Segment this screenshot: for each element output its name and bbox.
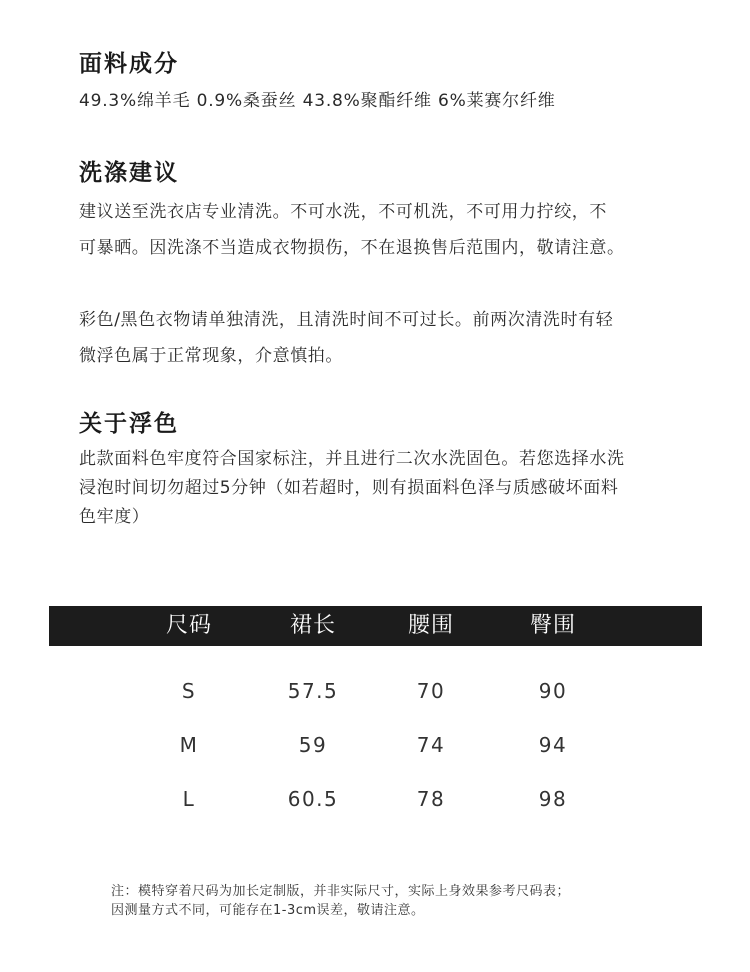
cell-waist: 70 <box>416 679 446 703</box>
table-row <box>49 730 702 760</box>
table-row <box>49 676 702 706</box>
fabric-section-title: 面料成分 <box>79 51 179 77</box>
cell-skirt-length: 57.5 <box>287 679 339 703</box>
washing-p1-line: 可暴晒。因洗涤不当造成衣物损伤，不在退换售后范围内，敬请注意。 <box>79 238 625 258</box>
washing-p2-line: 微浮色属于正常现象，介意慎拍。 <box>79 346 343 366</box>
header-skirt-length: 裙长 <box>289 613 337 638</box>
washing-paragraph-1 <box>79 194 625 266</box>
size-footnote <box>111 882 570 920</box>
footnote-line: 注：模特穿着尺码为加长定制版，并非实际尺寸，实际上身效果参考尺码表； <box>111 884 571 899</box>
size-table-header <box>49 606 702 646</box>
cell-size: L <box>182 787 196 811</box>
header-size: 尺码 <box>165 613 213 638</box>
footnote-line: 因测量方式不同，可能存在1-3cm误差，敬请注意。 <box>111 903 425 918</box>
cell-skirt-length: 59 <box>298 733 328 757</box>
table-row <box>49 784 702 814</box>
fading-section-title: 关于浮色 <box>79 411 179 437</box>
header-waist: 腰围 <box>407 613 455 638</box>
washing-section-title: 洗涤建议 <box>79 160 179 186</box>
header-hip: 臀围 <box>529 613 577 638</box>
fading-line: 浸泡时间切勿超过5分钟（如若超时，则有损面料色泽与质感破坏面料 <box>79 478 619 498</box>
cell-size: M <box>179 733 199 757</box>
cell-size: S <box>181 679 197 703</box>
cell-skirt-length: 60.5 <box>287 787 339 811</box>
washing-p1-line: 建议送至洗衣店专业清洗。不可水洗，不可机洗，不可用力拧绞，不 <box>79 202 607 222</box>
fading-line: 色牢度） <box>79 507 150 527</box>
washing-paragraph-2 <box>79 302 613 374</box>
fabric-composition-text: 49.3%绵羊毛 0.9%桑蚕丝 43.8%聚酯纤维 6%莱赛尔纤维 <box>79 91 556 111</box>
cell-hip: 90 <box>538 679 568 703</box>
size-table <box>49 606 702 811</box>
cell-hip: 98 <box>538 787 568 811</box>
cell-waist: 78 <box>416 787 446 811</box>
cell-waist: 74 <box>416 733 446 757</box>
fading-paragraph <box>79 445 625 532</box>
fading-line: 此款面料色牢度符合国家标注，并且进行二次水洗固色。若您选择水洗 <box>79 449 625 469</box>
washing-p2-line: 彩色/黑色衣物请单独清洗，且清洗时间不可过长。前两次清洗时有轻 <box>79 310 614 330</box>
cell-hip: 94 <box>538 733 568 757</box>
